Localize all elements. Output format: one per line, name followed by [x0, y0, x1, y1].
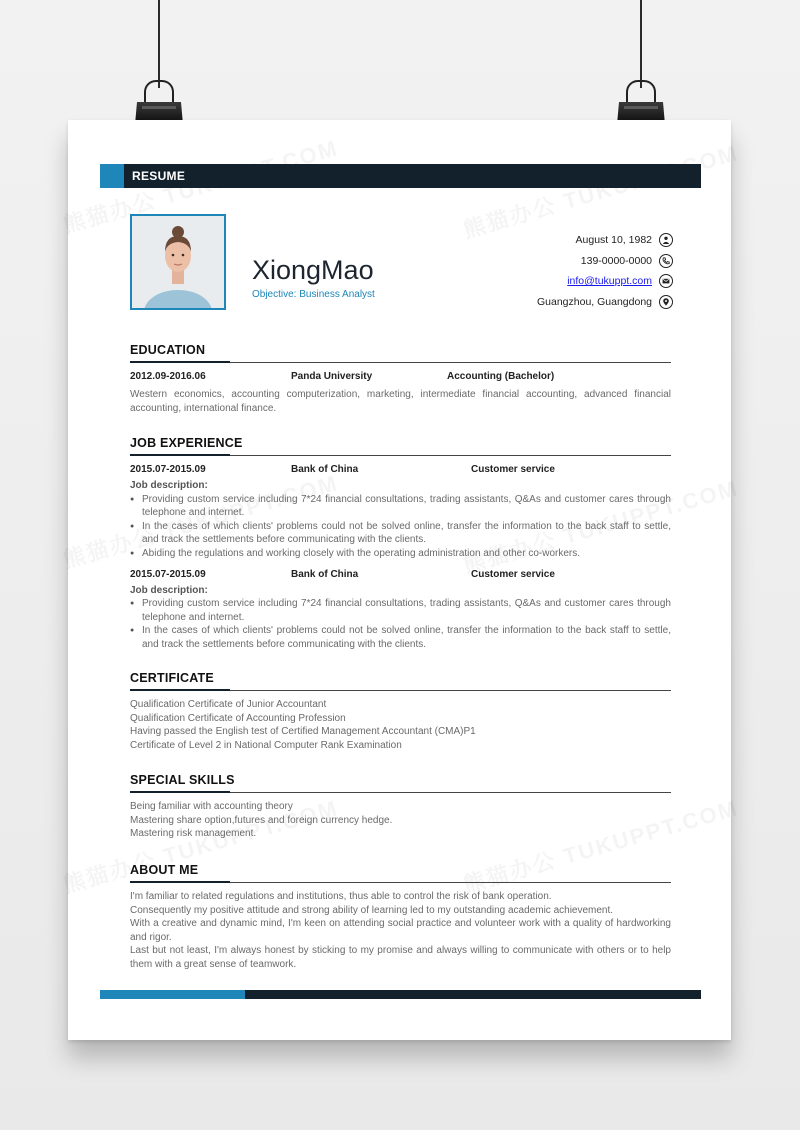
about-paragraphs	[130, 890, 671, 972]
job-period: 2015.07-2015.09	[130, 464, 206, 475]
job-description-label: Job description:	[130, 584, 208, 596]
list-item: ● Abiding the regulations and working closely with the operating administration and other co-workers.	[130, 547, 671, 561]
contact-email	[537, 271, 673, 292]
job-role: Customer service	[471, 568, 555, 580]
about-paragraph: With a creative and dynamic mind, I'm keen on attending social practice and volunteer work with a quality of hardworking and rigor.	[130, 918, 671, 943]
job-description-label: Job description:	[130, 480, 208, 491]
education-description: Western economics, accounting computerization, marketing, intermediate financial accounting, advanced financial accounting, international finance.	[130, 389, 671, 414]
list-item: Having passed the English test of Certified Management Accountant (CMA)P1	[130, 726, 476, 737]
about-paragraph: I'm familiar to related regulations and institutions, thus able to control the risk of bank operation.	[130, 891, 552, 902]
hanging-wire-right	[640, 0, 642, 88]
about-paragraph: Last but not least, I'm always honest by sticking to my promise and always willing to communicate with others or to help them with a great sense of teamwork.	[130, 945, 671, 970]
skills-list	[130, 800, 671, 841]
list-item: Qualification Certificate of Accounting Profession	[130, 712, 346, 724]
location-pin-icon	[659, 295, 673, 309]
job-bullet-list	[130, 493, 671, 561]
profile-objective: Objective: Business Analyst	[252, 289, 375, 300]
resume-label: RESUME	[132, 169, 186, 183]
resume-header-bar	[100, 164, 701, 188]
hanging-wire-left	[158, 0, 160, 88]
profile-name: XiongMao	[252, 255, 374, 285]
mail-icon	[659, 274, 673, 288]
section-divider	[130, 689, 671, 691]
job-entry	[130, 464, 671, 561]
job-meta	[130, 569, 671, 584]
section-title: JOB EXPERIENCE	[130, 436, 243, 450]
education-section	[130, 343, 671, 415]
list-item: ● Providing custom service including 7*24 financial consultations, trading assistants, Q&As and customer cares through telephone and internet.	[130, 597, 671, 624]
about-me-section	[130, 863, 671, 972]
section-divider	[130, 791, 671, 793]
section-title: CERTIFICATE	[130, 671, 214, 685]
section-divider	[130, 361, 671, 363]
education-school: Panda University	[291, 371, 373, 382]
certificate-list	[130, 698, 671, 752]
section-title: SPECIAL SKILLS	[130, 773, 235, 787]
certificate-section	[130, 671, 671, 752]
list-item: ● In the cases of which clients' problems could not be solved online, transfer the information to the back staff to settle, and track the settlements before communicating with the clients.	[130, 624, 671, 651]
education-meta	[130, 371, 671, 386]
education-period: 2012.09-2016.06	[130, 371, 206, 382]
section-divider	[130, 454, 671, 456]
list-item: Qualification Certificate of Junior Accountant	[130, 699, 327, 710]
job-entry	[130, 569, 671, 652]
person-icon	[659, 233, 673, 247]
job-role: Customer service	[471, 464, 555, 475]
list-item: Mastering risk management.	[130, 828, 257, 839]
job-bullet-list	[130, 597, 671, 651]
section-title: EDUCATION	[130, 343, 206, 357]
resume-page	[68, 120, 731, 1040]
job-meta	[130, 464, 671, 479]
job-company: Bank of China	[291, 464, 359, 475]
section-title: ABOUT ME	[130, 863, 199, 877]
special-skills-section	[130, 773, 671, 841]
job-company: Bank of China	[291, 568, 359, 580]
contact-location: Guangzhou, Guangdong	[537, 292, 673, 313]
list-item: ● Providing custom service including 7*24 financial consultations, trading assistants, Q&As and customer cares through telephone and internet.	[130, 493, 671, 520]
education-major: Accounting (Bachelor)	[447, 371, 555, 382]
list-item: Being familiar with accounting theory	[130, 801, 293, 812]
contact-block	[537, 230, 673, 312]
resume-footer-bar	[100, 990, 701, 999]
section-divider	[130, 881, 671, 883]
about-paragraph: Consequently my positive attitude and strong ability of learning led to my outstanding academic achievement.	[130, 904, 614, 916]
list-item: Mastering share option,futures and foreign currency hedge.	[130, 814, 393, 826]
job-experience-section	[130, 436, 671, 652]
profile-photo	[130, 214, 226, 310]
watermark	[459, 136, 742, 244]
job-period: 2015.07-2015.09	[130, 568, 206, 580]
list-item: ● In the cases of which clients' problems could not be solved online, transfer the information to the back staff to settle, and track the settlements before communicating with the clients.	[130, 520, 671, 547]
contact-birthday: August 10, 1982	[537, 230, 673, 251]
contact-phone: 139-0000-0000	[537, 251, 673, 272]
email-link[interactable]: info@tukuppt.com	[567, 275, 652, 288]
list-item: Certificate of Level 2 in National Computer Rank Examination	[130, 739, 402, 751]
phone-icon	[659, 254, 673, 268]
